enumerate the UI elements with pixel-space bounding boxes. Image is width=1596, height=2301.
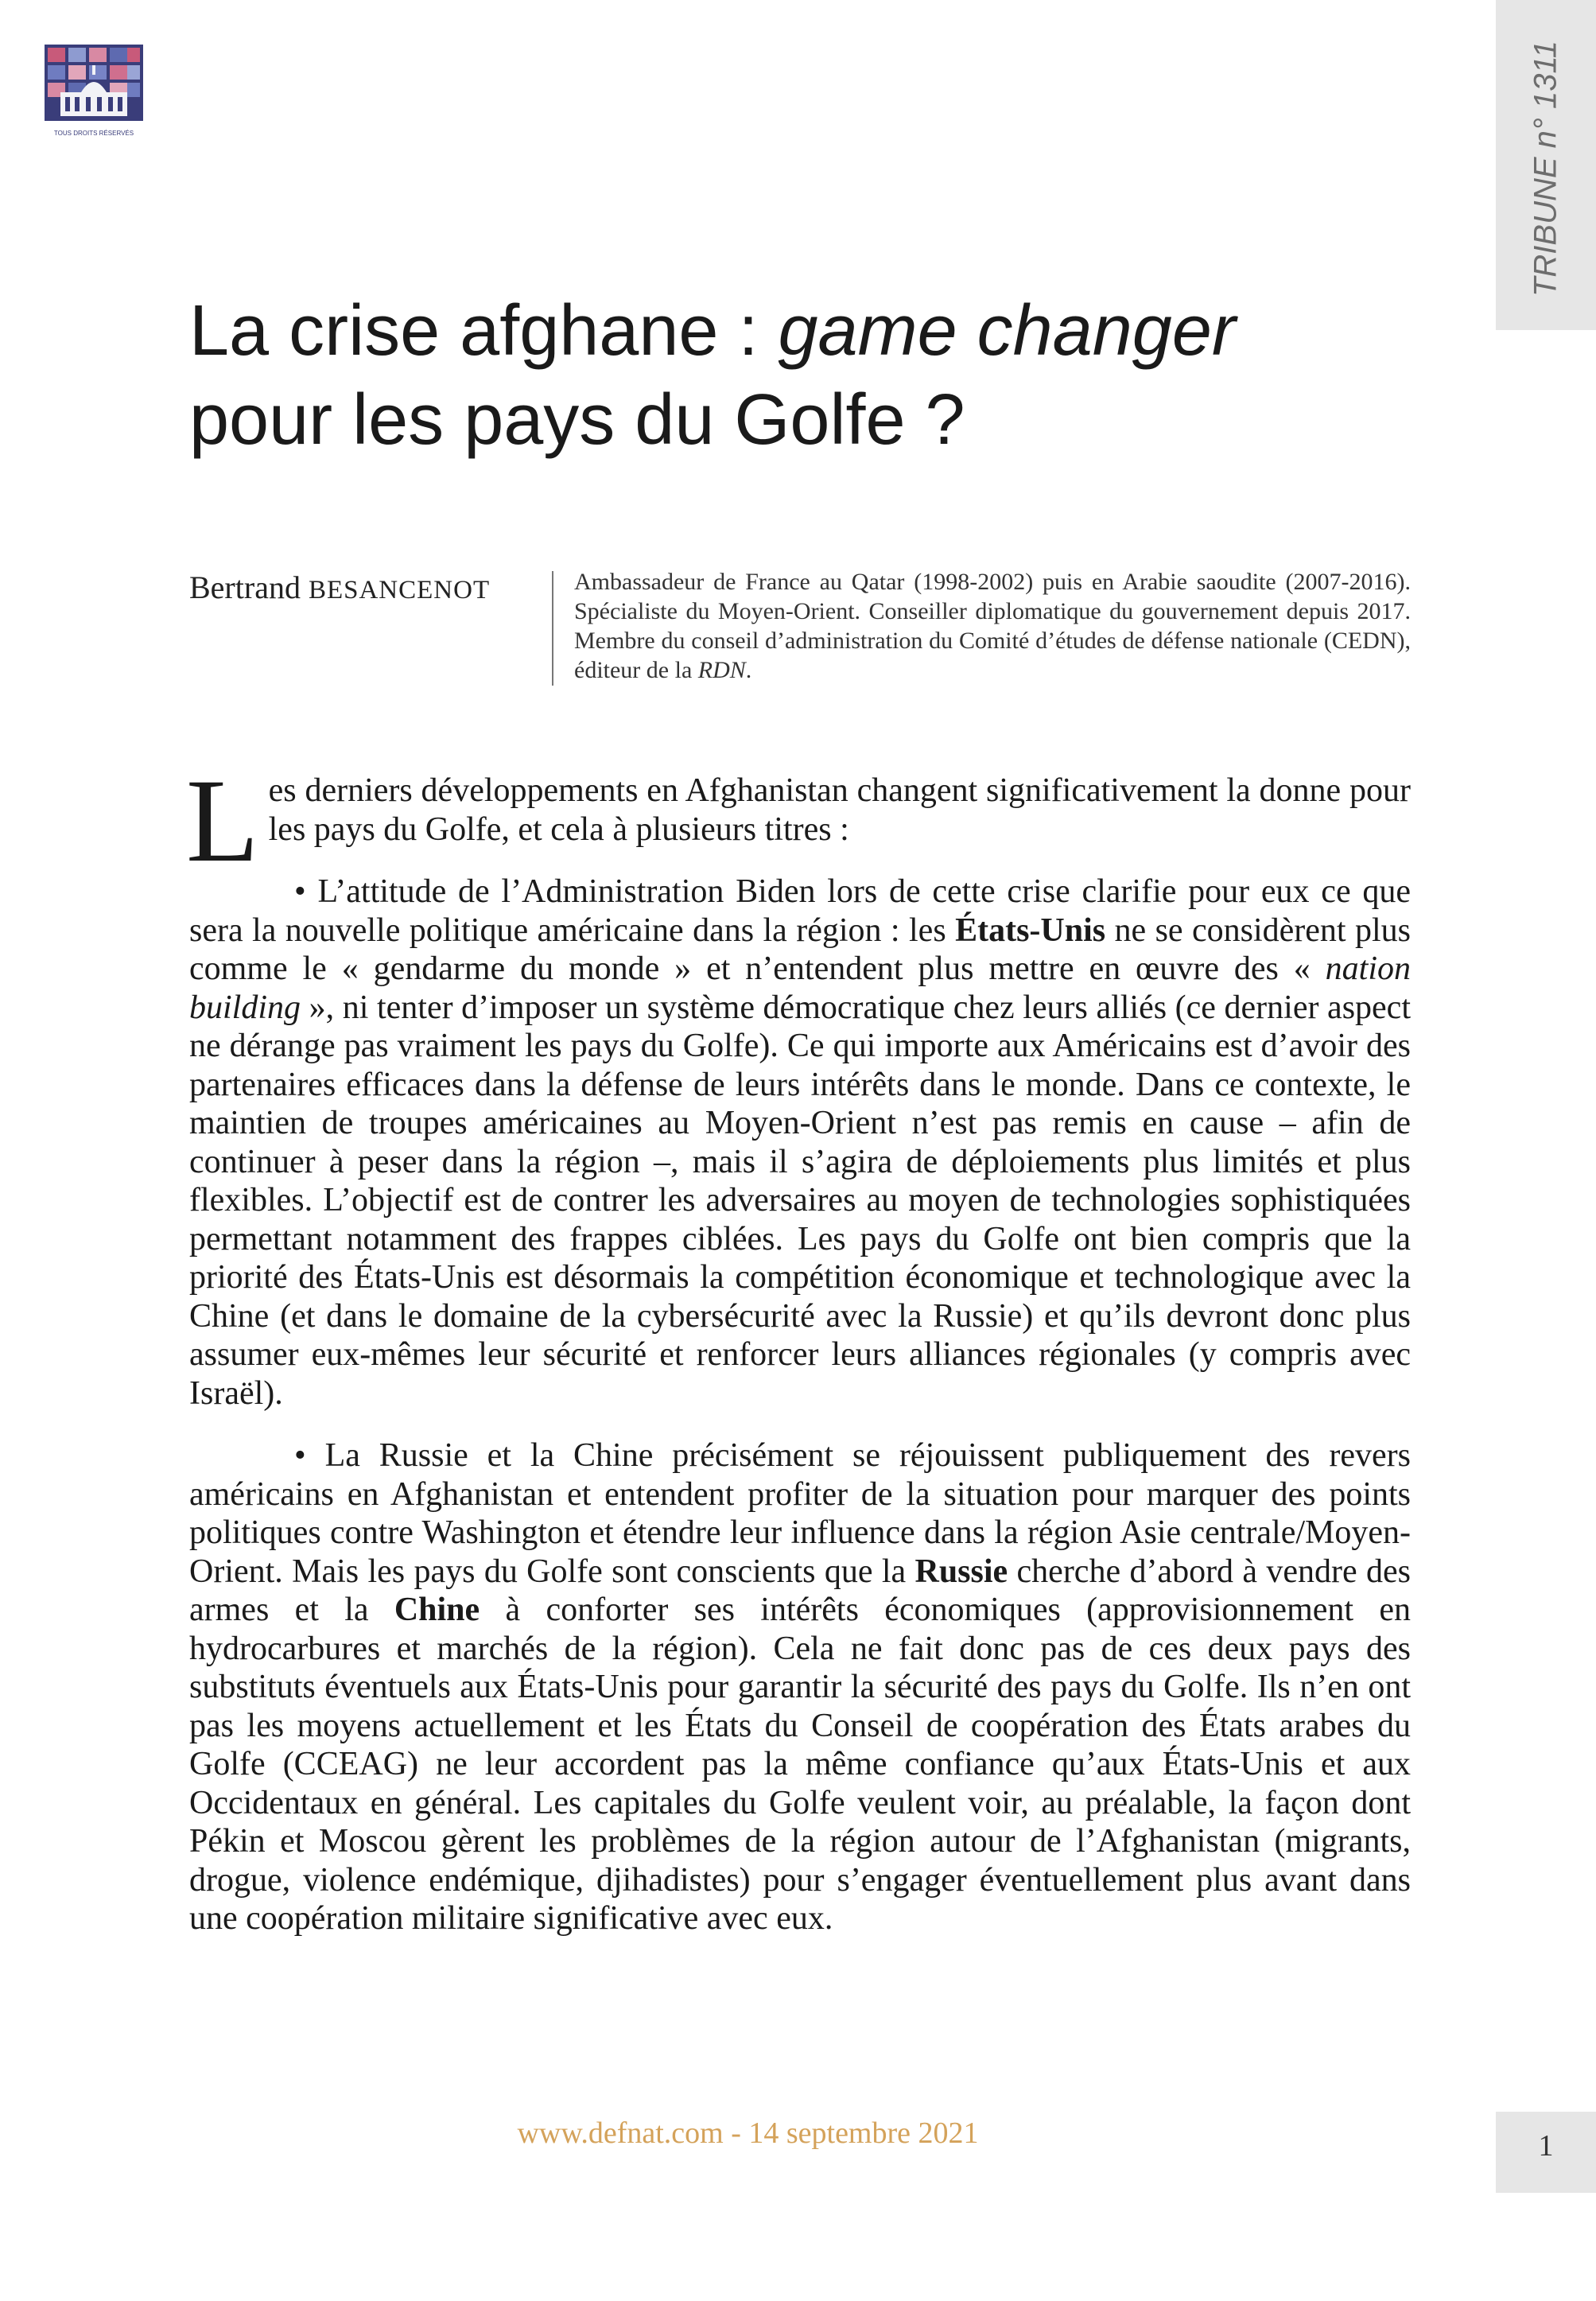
author-first-name: Bertrand: [189, 569, 301, 605]
author-bio: [574, 567, 1411, 685]
drop-cap: L: [186, 755, 259, 887]
bullet-2-text-a: La Russie et la Chine précisément se réjouissent publiquement des revers américains en Afghanistan et entendent profiter de la situation pour marquer des points politiques contre Washington et étendre leur influence dans la région Asie centrale/Moyen-Orient. Mais les pays du Golfe sont conscients que la: [189, 1437, 1411, 1590]
page-number: 1: [1538, 2129, 1554, 2163]
title-line1-prefix: La crise afghane :: [189, 291, 779, 371]
title-line2: pour les pays du Golfe ?: [189, 380, 965, 460]
title-emphasis: game changer: [778, 291, 1236, 371]
bullet-2-marker: •: [294, 1437, 306, 1474]
intro-text: es derniers développements en Afghanistan changent significativement la donne pour les pays du Golfe, et cela à plusieurs titres :: [268, 772, 1411, 848]
bullet-paragraph-1: [189, 873, 1411, 1413]
bullet-1-marker: •: [294, 873, 306, 910]
bio-text: Ambassadeur de France au Qatar (1998-2002) puis en Arabie saoudite (2007-2016). Spécialiste du Moyen-Orient. Conseiller diplomatique du gouvernement depuis 2017. Membre du conseil d’administration du Comité d’études de défense nationale (CEDN), éditeur de la: [574, 569, 1411, 683]
article-body: [186, 755, 1412, 1962]
footer-url-date: www.defnat.com - 14 septembre 2021: [517, 2116, 979, 2150]
author-name: [189, 568, 539, 610]
page-title: [189, 286, 1430, 464]
bullet-1-italic-nation-building: nation building: [189, 950, 1411, 1026]
dome-building-logo-icon: [45, 45, 143, 142]
bullet-paragraph-2: [189, 1436, 1411, 1938]
logo-caption: TOUS DROITS RÉSERVÉS: [53, 130, 134, 137]
tribune-number: TRIBUNE n° 1311: [1528, 40, 1563, 297]
bullet-1-text-a: L’attitude de l’Administration Biden lors de cette crise clarifie pour eux ce que sera la nouvelle politique américaine dans la région : les: [189, 873, 1411, 949]
bio-emphasis: RDN: [697, 657, 746, 683]
bullet-1-text-c: », ni tenter d’imposer un système démocratique chez leurs alliés (ce dernier aspect ne dérange pas vraiment les pays du Golfe). Ce qui importe aux Américains est d’avoir des partenaires efficaces dans la défense de leurs intérêts dans le monde. Dans ce contexte, le maintien de troupes américaines au Moyen-Orient n’est pas remis en cause – afin de continuer à peser dans la région –, mais il s’agira de déploiements plus limités et plus flexibles. L’objectif est de contrer les adversaires au moyen de technologies sophistiquées permettant notamment des frappes ciblées. Les pays du Golfe ont bien compris que la priorité des États-Unis est désormais la compétition économique et technologique avec la Chine (et dans le domaine de la cybersécurité avec la Russie) et qu’ils devront donc plus assumer eux-mêmes leur sécurité et renforcer leurs alliances régionales (y compris avec Israël).: [189, 989, 1411, 1412]
bullet-1-bold-etats-unis: États-Unis: [955, 911, 1106, 949]
bullet-2-text-c: à conforter ses intérêts économiques (approvisionnement en hydrocarbures et marchés de la région). Cela ne fait donc pas de ces deux pays des substituts éventuels aux États-Unis pour garantir la sécurité des pays du Golfe. Ils n’en ont pas les moyens actuellement et les États du Conseil de coopération des États arabes du Golfe (CCEAG) ne leur accordent pas la même confiance qu’aux États-Unis et aux Occidentaux en général. Les capitales du Golfe veulent voir, au préalable, la façon dont Pékin et Moscou gèrent les problèmes de la région autour de l’Afghanistan (migrants, drogue, violence endémique, djihadistes) pour s’engager éventuellement plus avant dans une coopération militaire significative avec eux.: [189, 1592, 1412, 1937]
bullet-1-text-b: ne se considèrent plus comme le « gendarme du monde » et n’entendent plus mettre en œuvre des «: [189, 911, 1411, 987]
bio-divider: [552, 571, 553, 686]
bullet-2-bold-russie: Russie: [914, 1553, 1008, 1590]
bullet-2-text-b: cherche d’abord à vendre des armes et la: [189, 1553, 1411, 1628]
intro-paragraph: [186, 755, 1411, 887]
bio-end: .: [745, 657, 752, 683]
author-last-name: BESANCENOT: [308, 576, 491, 604]
bullet-2-bold-chine: Chine: [394, 1592, 480, 1628]
